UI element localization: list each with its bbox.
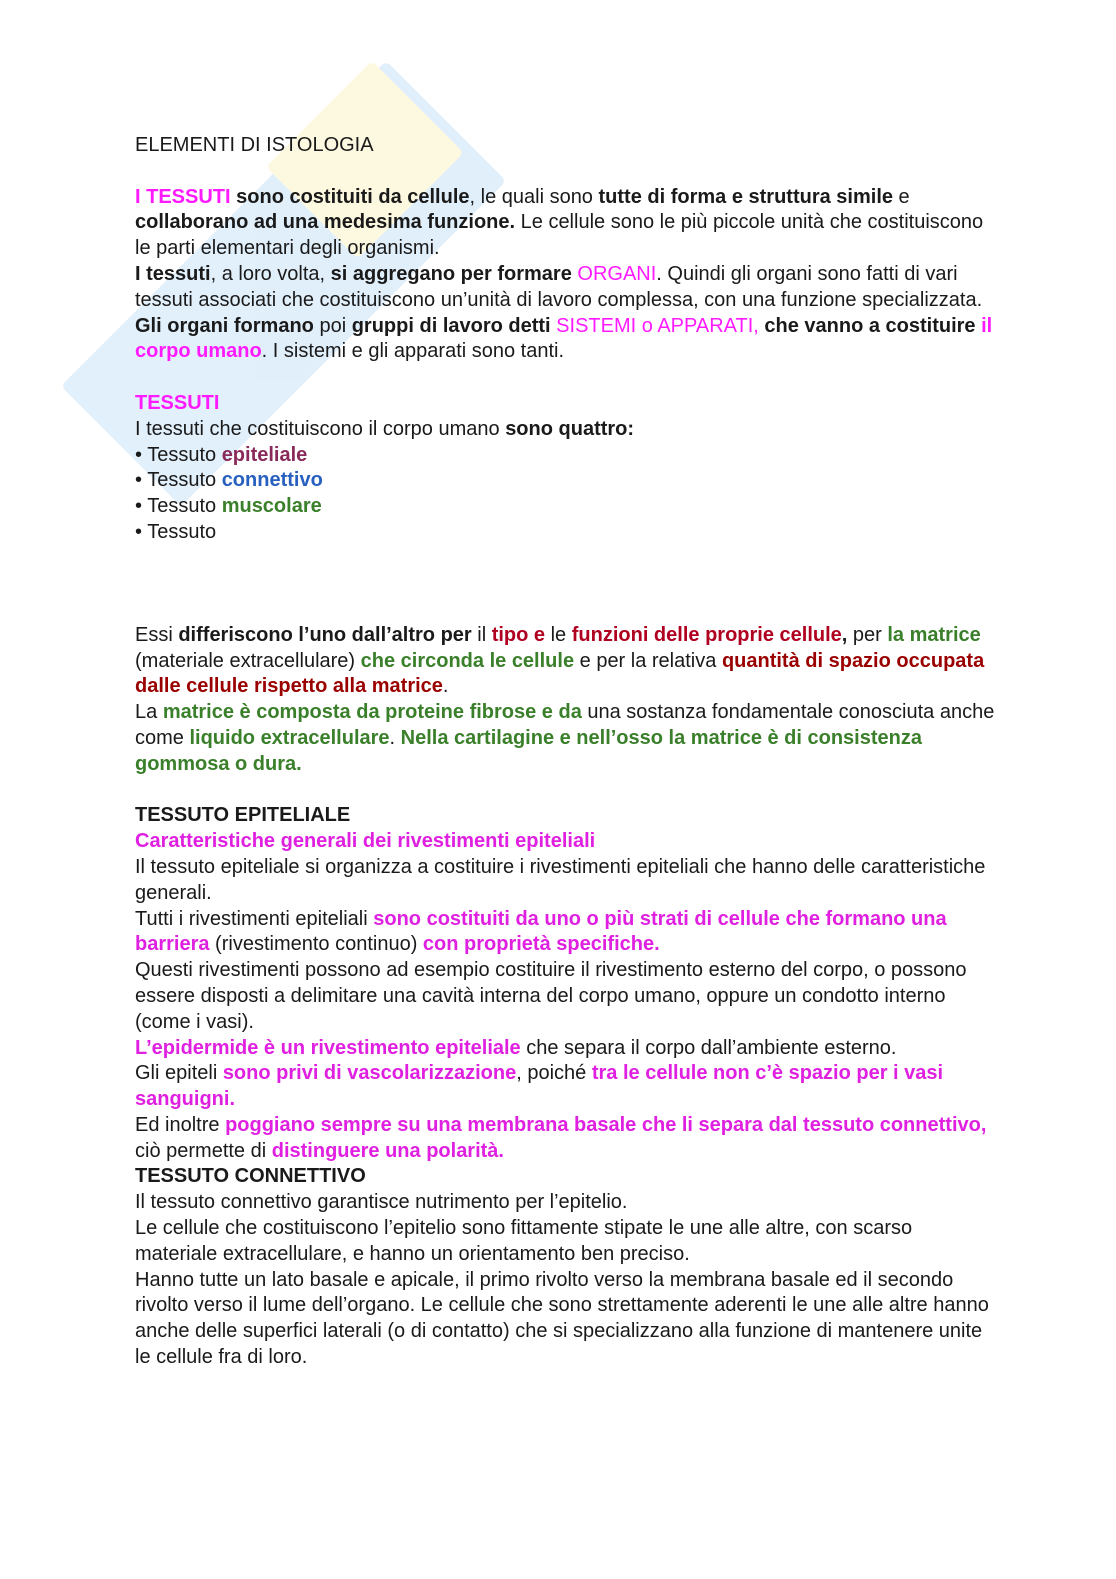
differ-paragraph-2 bbox=[135, 700, 995, 777]
text-run: tutte di forma e struttura simile bbox=[598, 185, 893, 208]
text-run: Questi rivestimenti possono ad esempio costituire il rivestimento esterno del corpo, o possono essere disposti a delimitare una cavità interna del corpo umano, oppure un condotto interno (come i vasi). bbox=[135, 959, 967, 1033]
text-run: il bbox=[471, 623, 492, 646]
text-run: Gli organi formano bbox=[135, 314, 314, 337]
text-run: (rivestimento continuo) bbox=[209, 933, 423, 956]
intro-paragraph-1 bbox=[135, 185, 995, 262]
intro-paragraph-3 bbox=[135, 314, 995, 366]
text-run: . I sistemi e gli apparati sono tanti. bbox=[261, 340, 565, 363]
list-item: • Tessuto muscolare bbox=[135, 495, 322, 518]
text-run: si aggregano per formare bbox=[330, 262, 578, 285]
text-run: L’epidermide è un rivestimento epiteliale bbox=[135, 1036, 521, 1059]
text-run: Gli epiteli bbox=[135, 1062, 223, 1085]
text-run: . bbox=[389, 726, 396, 749]
text-run: poggiano sempre su una membrana basale che li separa dal tessuto connettivo, bbox=[225, 1113, 987, 1136]
text-run: con proprietà specifiche. bbox=[422, 933, 660, 956]
epiteliale-paragraph-4 bbox=[135, 1036, 995, 1062]
text-run: Essi bbox=[135, 623, 179, 646]
text-run: Le cellule che costituiscono l’epitelio sono fittamente stipate le une alle altre, con scarso materiale extracellulare, e hanno un orientamento ben preciso. bbox=[135, 1217, 913, 1265]
text-run: Ed inoltre bbox=[135, 1113, 226, 1136]
text-run: . Quindi gli organi sono fatti di vari tessuti associati che costituiscono un’unità di lavoro complessa, con una funzione specializzata. bbox=[135, 262, 983, 311]
text-run: sono privi di vascolarizzazione bbox=[222, 1062, 517, 1085]
text-run: , bbox=[841, 623, 848, 646]
text-run: Tutti i rivestimenti epiteliali bbox=[135, 907, 374, 930]
text-run: , a loro volta, bbox=[210, 262, 331, 285]
text-run: una sostanza fondamentale conosciuta anche come bbox=[135, 701, 995, 749]
text-run: I TESSUTI bbox=[135, 185, 231, 208]
text-run: distinguere una polarità. bbox=[271, 1139, 504, 1162]
subheading-epiteliale: Caratteristiche generali dei rivestimenti epiteliali bbox=[135, 830, 596, 853]
text-run: Nella cartilagine e nell’osso la matrice è di consistenza gommosa o dura. bbox=[135, 726, 922, 775]
text-run: Hanno tutte un lato basale e apicale, il primo rivolto verso la membrana basale ed il secondo rivolto verso il lume dell’organo. Le cellule che sono strettamente aderenti le une alle altre hanno anche delle superfici laterali (o di contatto) che si specializzano alla funzione di mantenere unite le cellule fra di loro. bbox=[135, 1268, 989, 1369]
list-item: • Tessuto connettivo bbox=[135, 469, 323, 492]
text-run: . bbox=[442, 675, 449, 698]
text-run: tra le cellule non c’è spazio per i vasi sanguigni. bbox=[135, 1062, 944, 1111]
text-run: che circonda le cellule bbox=[360, 649, 575, 672]
section-heading-connettivo: TESSUTO CONNETTIVO bbox=[135, 1165, 366, 1188]
text-run: (materiale extracellulare) bbox=[135, 649, 361, 672]
document-page bbox=[135, 133, 995, 1371]
epiteliale-paragraph-6 bbox=[135, 1113, 995, 1165]
text-run: il corpo umano bbox=[135, 314, 993, 363]
epiteliale-paragraph-3 bbox=[135, 958, 995, 1035]
connettivo-paragraph-2 bbox=[135, 1216, 995, 1268]
text-run: le bbox=[545, 623, 572, 646]
text-run: poi bbox=[313, 314, 352, 337]
tessuti-list bbox=[135, 443, 995, 546]
text-run: che vanno a costituire bbox=[758, 314, 982, 337]
epiteliale-paragraph-5 bbox=[135, 1061, 995, 1113]
text-run: funzioni delle proprie cellule bbox=[571, 623, 842, 646]
differ-paragraph-1 bbox=[135, 623, 995, 700]
text-run: tipo e bbox=[491, 623, 546, 646]
text-run: Il tessuto connettivo garantisce nutrimento per l’epitelio. bbox=[135, 1191, 628, 1214]
text-run: La bbox=[135, 701, 163, 724]
text-run: , le quali sono bbox=[469, 185, 599, 208]
text-run: gruppi di lavoro detti bbox=[351, 314, 557, 337]
text-run: differiscono l’uno dall’altro per bbox=[178, 623, 472, 646]
connettivo-paragraph-1 bbox=[135, 1190, 995, 1216]
section-heading-epiteliale: TESSUTO EPITELIALE bbox=[135, 804, 351, 827]
text-run: liquido extracellulare bbox=[189, 726, 390, 749]
text-run: ciò permette di bbox=[135, 1139, 272, 1162]
tessuti-lead: I tessuti che costituiscono il corpo umano sono quattro: bbox=[135, 417, 635, 440]
document-title: ELEMENTI DI ISTOLOGIA bbox=[135, 134, 374, 156]
section-heading-tessuti: TESSUTI bbox=[135, 391, 220, 414]
text-run: per bbox=[847, 623, 888, 646]
epiteliale-paragraph-2 bbox=[135, 907, 995, 959]
text-run: ORGANI bbox=[577, 262, 657, 285]
text-run: Le cellule sono le più piccole unità che costituiscono le parti elementari degli organismi. bbox=[135, 211, 984, 260]
text-run: collaborano ad una medesima funzione. bbox=[135, 211, 516, 234]
list-item: • Tessuto bbox=[135, 520, 217, 543]
text-run: la matrice bbox=[887, 623, 981, 646]
connettivo-paragraph-3 bbox=[135, 1268, 995, 1371]
text-run: quantità di spazio occupata dalle cellule rispetto alla matrice bbox=[135, 649, 985, 698]
intro-paragraph-2 bbox=[135, 262, 995, 314]
text-run: sono costituiti da cellule bbox=[230, 185, 470, 208]
text-run: e per la relativa bbox=[574, 649, 722, 672]
epiteliale-paragraph-1 bbox=[135, 855, 995, 907]
list-item: • Tessuto epiteliale bbox=[135, 443, 308, 466]
text-run: Il tessuto epiteliale si organizza a costituire i rivestimenti epiteliali che hanno delle caratteristiche generali. bbox=[135, 855, 986, 904]
text-run: SISTEMI o APPARATI, bbox=[556, 314, 759, 337]
text-run: matrice è composta da proteine fibrose e da bbox=[162, 701, 582, 724]
text-run: I tessuti bbox=[135, 262, 211, 285]
text-run: , poiché bbox=[516, 1062, 592, 1085]
text-run: che separa il corpo dall’ambiente esterno. bbox=[520, 1036, 897, 1059]
text-run: sono costituiti da uno o più strati di cellule che formano una barriera bbox=[135, 907, 947, 956]
text-run: e bbox=[893, 185, 910, 208]
